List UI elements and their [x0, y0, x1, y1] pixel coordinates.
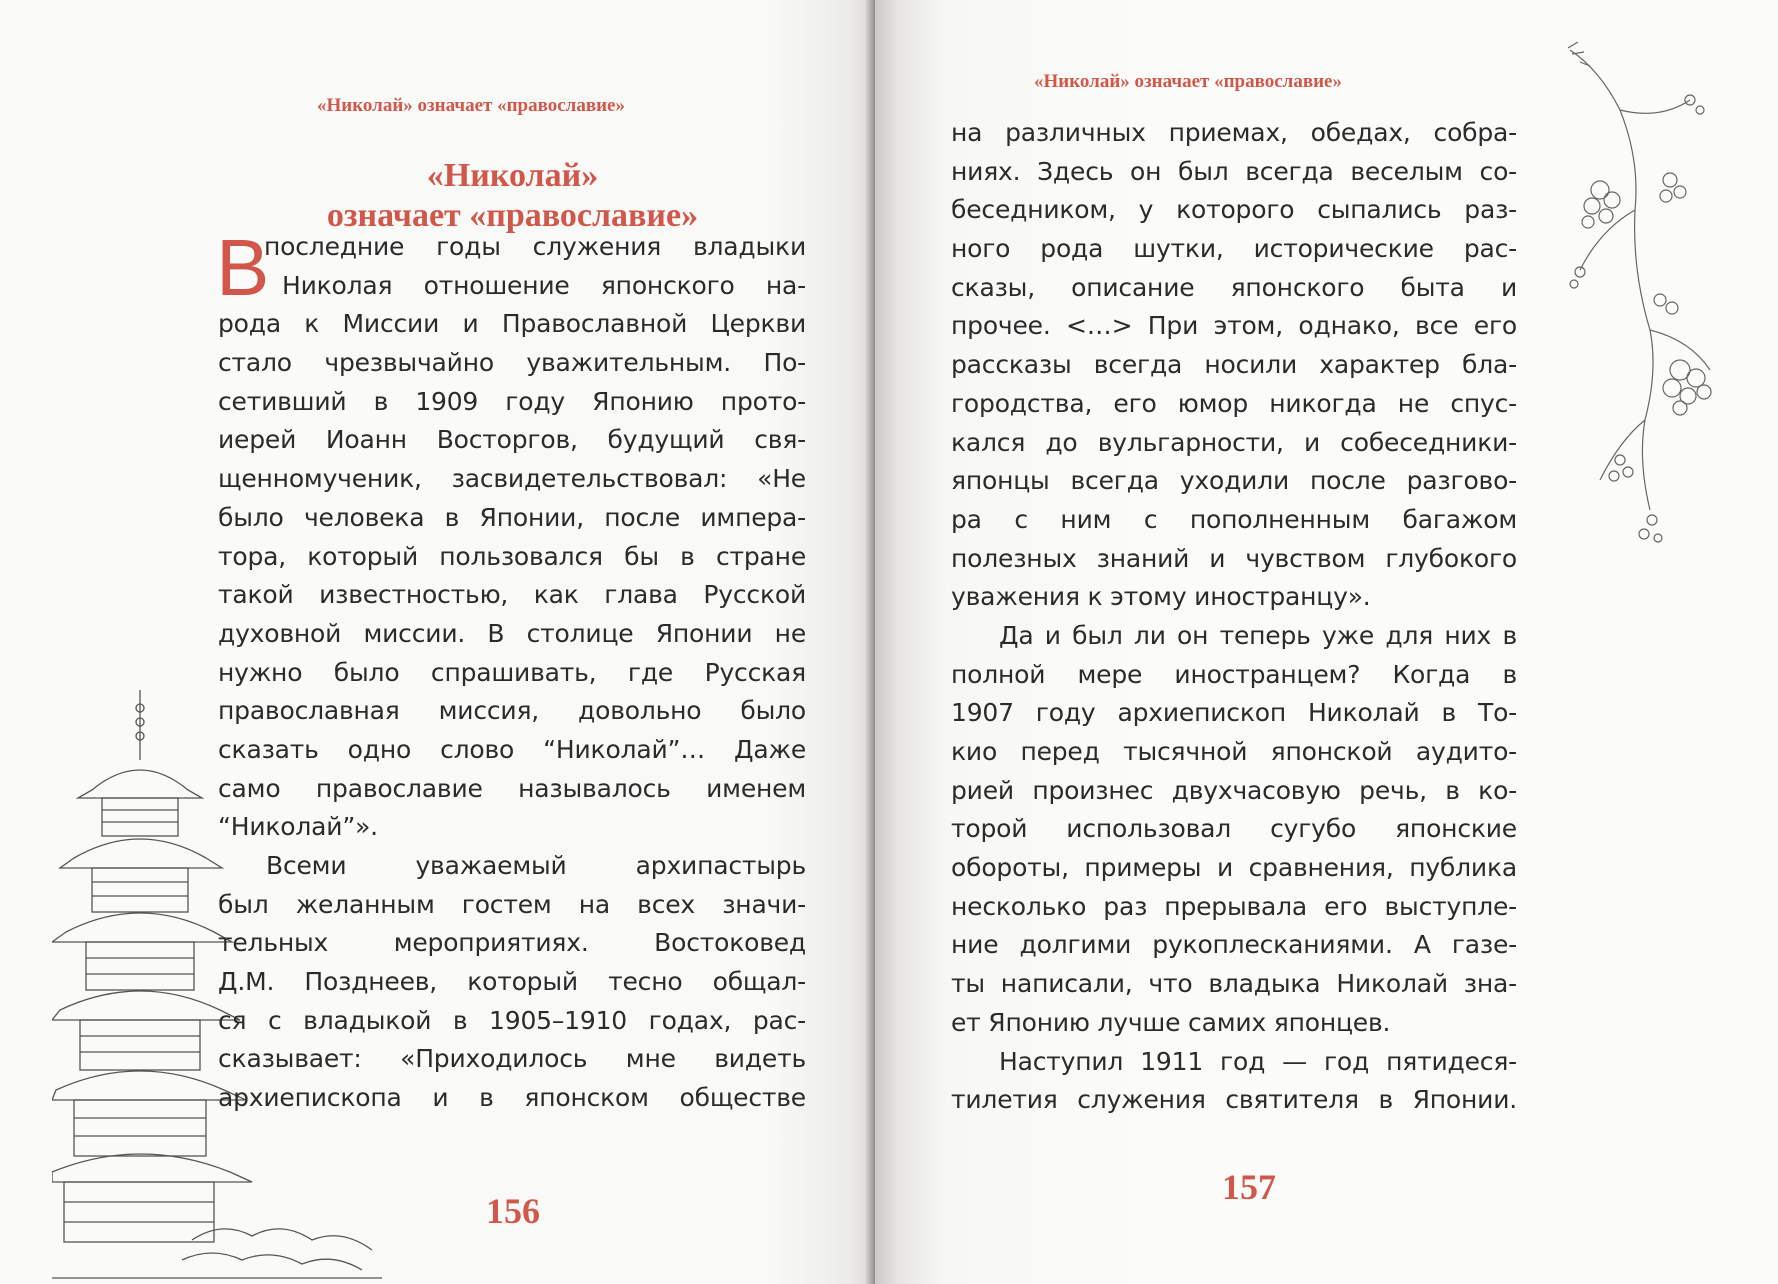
text-line: сказы, описание японского быта и [951, 272, 1517, 302]
text-line: Д.М. Позднеев, который тесно общал- [218, 967, 806, 997]
text-line: тилетия служения святителя в Японии. [951, 1085, 1517, 1115]
text-line: был желанным гостем на всех значи- [218, 889, 806, 919]
text-line: ние долгими рукоплесканиями. А газе- [951, 930, 1517, 960]
text-line: духовной миссии. В столице Японии не [218, 618, 806, 648]
running-head-left: «Николай» означает «православие» [317, 95, 625, 116]
text-line: такой известностью, как глава Русской [218, 580, 806, 610]
text-line: само православие называлось именем [218, 773, 806, 803]
chapter-title-line-2: означает «православие» [326, 197, 699, 234]
text-line: иерей Иоанн Восторгов, будущий свя- [218, 425, 806, 455]
chapter-title-line-1: «Николай» [426, 157, 599, 194]
text-line: Всеми уважаемый архипастырь [266, 851, 806, 880]
text-line: последние годы служения владыки [264, 232, 806, 261]
text-line: рассказы всегда носили характер бла- [951, 350, 1517, 380]
text-line: православная миссия, довольно было [218, 696, 806, 726]
text-line: щенномученик, засвидетельствовал: «Не [218, 464, 806, 494]
text-line: “Николай”». [218, 812, 378, 842]
page-number-left: 156 [486, 1191, 540, 1231]
text-line: кио перед тысячной японской аудито- [951, 737, 1517, 766]
text-line: полной мере иностранцем? Когда в [951, 659, 1517, 689]
text-line: ты написали, что владыка Николай зна- [951, 969, 1517, 999]
text-line: на различных приемах, обедах, собра- [951, 118, 1517, 147]
text-line: тельных мероприятиях. Востоковед [218, 928, 806, 958]
flowering-branch-illustration [1540, 40, 1760, 560]
text-line: кался до вульгарности, и собеседники- [951, 427, 1517, 457]
text-line: ного рода шутки, исторические рас- [951, 234, 1517, 264]
text-line: ниях. Здесь он был всегда веселым со- [951, 156, 1517, 186]
text-line: ет Японию лучше самих японцев. [951, 1007, 1391, 1037]
text-line: стало чрезвычайно уважительным. По- [218, 348, 806, 378]
page-number-right: 157 [1222, 1167, 1276, 1207]
text-line: Да и был ли он теперь уже для них в [999, 620, 1517, 650]
text-line: ся с владыкой в 1905–1910 годах, рас- [218, 1005, 806, 1035]
left-page-text [216, 223, 806, 1118]
drop-cap: В [216, 223, 270, 312]
text-line: прочее. <…> При этом, однако, все его [951, 311, 1517, 341]
text-line: беседником, у которого сыпались раз- [951, 195, 1517, 225]
running-head-right: «Николай» означает «православие» [1034, 71, 1342, 92]
text-line: сказывает: «Приходилось мне видеть [218, 1044, 806, 1074]
text-line: было человека в Японии, после импера- [218, 502, 806, 532]
text-line: нужно было спрашивать, где Русская [218, 657, 806, 687]
text-line: 1907 году архиепископ Николай в То- [951, 698, 1517, 728]
text-line: архиепископа и в японском обществе [218, 1083, 806, 1113]
right-page [875, 0, 1778, 1284]
text-line: японцы всегда уходили после разгово- [951, 466, 1517, 496]
chapter-title [220, 156, 805, 236]
text-line: ра с ним с пополненным багажом [951, 504, 1517, 534]
text-line: обороты, примеры и сравнения, публика [951, 853, 1517, 883]
text-line: рода к Миссии и Православной Церкви [218, 309, 806, 339]
text-line: Наступил 1911 год — год пятидеся- [999, 1046, 1517, 1076]
text-line: городства, его юмор никогда не спус- [951, 388, 1517, 418]
text-line: рией произнес двухчасовую речь, в ко- [951, 775, 1517, 805]
text-line: Николая отношение японского на- [282, 270, 806, 300]
text-line: сетивший в 1909 году Японию прото- [218, 386, 806, 416]
text-line: полезных знаний и чувством глубокого [951, 543, 1517, 573]
text-line: торой использовал сугубо японские [951, 814, 1517, 844]
text-line: несколько раз прерывала его выступле- [951, 891, 1517, 921]
text-line: сказать одно слово “Николай”… Даже [218, 734, 806, 764]
text-line: тора, который пользовался бы в стране [218, 541, 806, 571]
right-page-text [951, 114, 1517, 1120]
text-line: уважения к этому иностранцу». [951, 582, 1371, 612]
left-page [0, 0, 875, 1284]
